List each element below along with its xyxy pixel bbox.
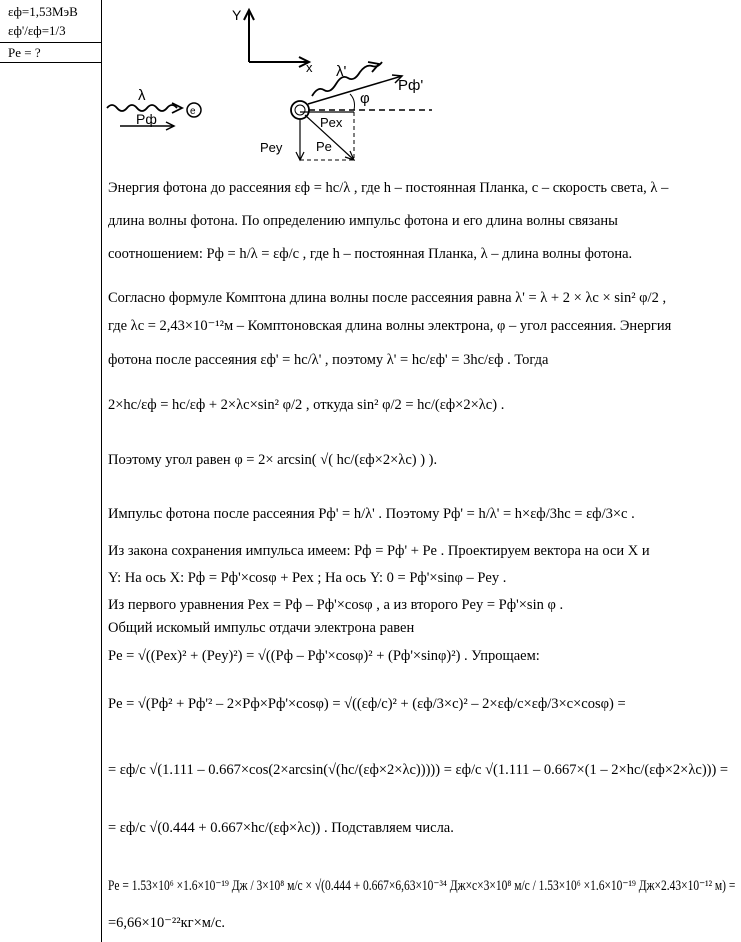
phi-label: φ bbox=[360, 90, 370, 107]
text-line-5: где λc = 2,43×10⁻¹²м – Комптоновская длина волны электрона, φ – угол рассеяния. Энергия bbox=[108, 318, 672, 334]
text-line-13: Общий искомый импульс отдачи электрона равен bbox=[108, 620, 415, 636]
find-divider bbox=[0, 62, 101, 63]
given-divider bbox=[0, 42, 101, 43]
pex-label: Pex bbox=[320, 115, 343, 130]
text-line-8: Поэтому угол равен φ = 2× arcsin( √( hc/(εф×2×λc) ) ). bbox=[108, 452, 438, 468]
text-line-6: фотона после рассеяния εф' = hc/λ' , поэтому λ' = hc/εф' = 3hc/εф . Тогда bbox=[108, 352, 549, 368]
y-axis-label: Y bbox=[232, 7, 242, 23]
scattered-photon-wave bbox=[312, 62, 382, 96]
text-line-7: 2×hc/εф = hc/εф + 2×λc×sin² φ/2 , откуда sin² φ/2 = hc/(εф×2×λc) . bbox=[108, 397, 505, 413]
find-label: Pe = ? bbox=[8, 45, 41, 60]
text-line-18: Pe = 1.53×10⁶ ×1.6×10⁻¹⁹ Дж / 3×10⁸ м/с × √(0.444 + 0.667×6,63×10⁻³⁴ Дж×с×3×10⁸ м/с / 1.53×10⁶ ×1.6×10⁻¹⁹ Дж×2.43×10⁻¹² м) = bbox=[108, 878, 736, 894]
electron-left-label: e bbox=[190, 106, 196, 117]
text-line-15: Pe = √(Pф² + Pф'² – 2×Pф×Pф'×cosφ) = √((εф/c)² + (εф/3×c)² – 2×εф/c×εф/3×c×cosφ) = bbox=[108, 696, 626, 712]
lambda-out-label: λ' bbox=[336, 63, 347, 80]
x-axis-label: x bbox=[306, 60, 313, 75]
given-ratio: εф'/εф=1/3 bbox=[8, 23, 66, 38]
pe-label: Pe bbox=[316, 139, 332, 154]
text-line-14: Pe = √((Pex)² + (Pey)²) = √((Pф – Pф'×cosφ)² + (Pф'×sinφ)²) . Упрощаем: bbox=[108, 648, 540, 664]
compton-diagram bbox=[102, 0, 442, 170]
given-energy: εф=1,53МэВ bbox=[8, 4, 78, 19]
lambda-in-label: λ bbox=[138, 87, 146, 104]
text-line-9: Импульс фотона после рассеяния Pф' = h/λ' . Поэтому Pф' = h/λ' = h×εф/3hc = εф/3×c . bbox=[108, 506, 635, 522]
pey-label: Pey bbox=[260, 140, 283, 155]
p-out-label: Pф' bbox=[398, 77, 424, 94]
text-line-17: = εф/c √(0.444 + 0.667×hc/(εф×λc)) . Подставляем числа. bbox=[108, 820, 454, 836]
text-line-3: соотношением: Pф = h/λ = εф/c , где h – постоянная Планка, λ – длина волны фотона. bbox=[108, 246, 633, 262]
text-line-1: Энергия фотона до рассеяния εф = hc/λ , где h – постоянная Планка, c – скорость света, λ – bbox=[108, 180, 669, 196]
text-line-11: Y: На ось X: Pф = Pф'×cosφ + Pex ; На ось Y: 0 = Pф'×sinφ – Pey . bbox=[108, 570, 507, 586]
text-line-2: длина волны фотона. По определению импульс фотона и его длина волны связаны bbox=[108, 213, 618, 229]
text-line-12: Из первого уравнения Pex = Pф – Pф'×cosφ , а из второго Pey = Pф'×sin φ . bbox=[108, 597, 564, 613]
text-line-4: Согласно формуле Комптона длина волны после рассеяния равна λ' = λ + 2 × λc × sin² φ/2 , bbox=[108, 290, 667, 306]
text-line-19: =6,66×10⁻²²кг×м/с. bbox=[108, 915, 226, 931]
p-in-label: Pф bbox=[136, 111, 157, 127]
text-line-16: = εф/c √(1.111 – 0.667×cos(2×arcsin(√(hc/(εф×2×λc))))) = εф/c √(1.111 – 0.667×(1 – 2×hc/(εф×2×λc))) = bbox=[108, 762, 729, 778]
text-line-10: Из закона сохранения импульса имеем: Pф = Pф' + Pe . Проектируем вектора на оси X и bbox=[108, 543, 650, 559]
